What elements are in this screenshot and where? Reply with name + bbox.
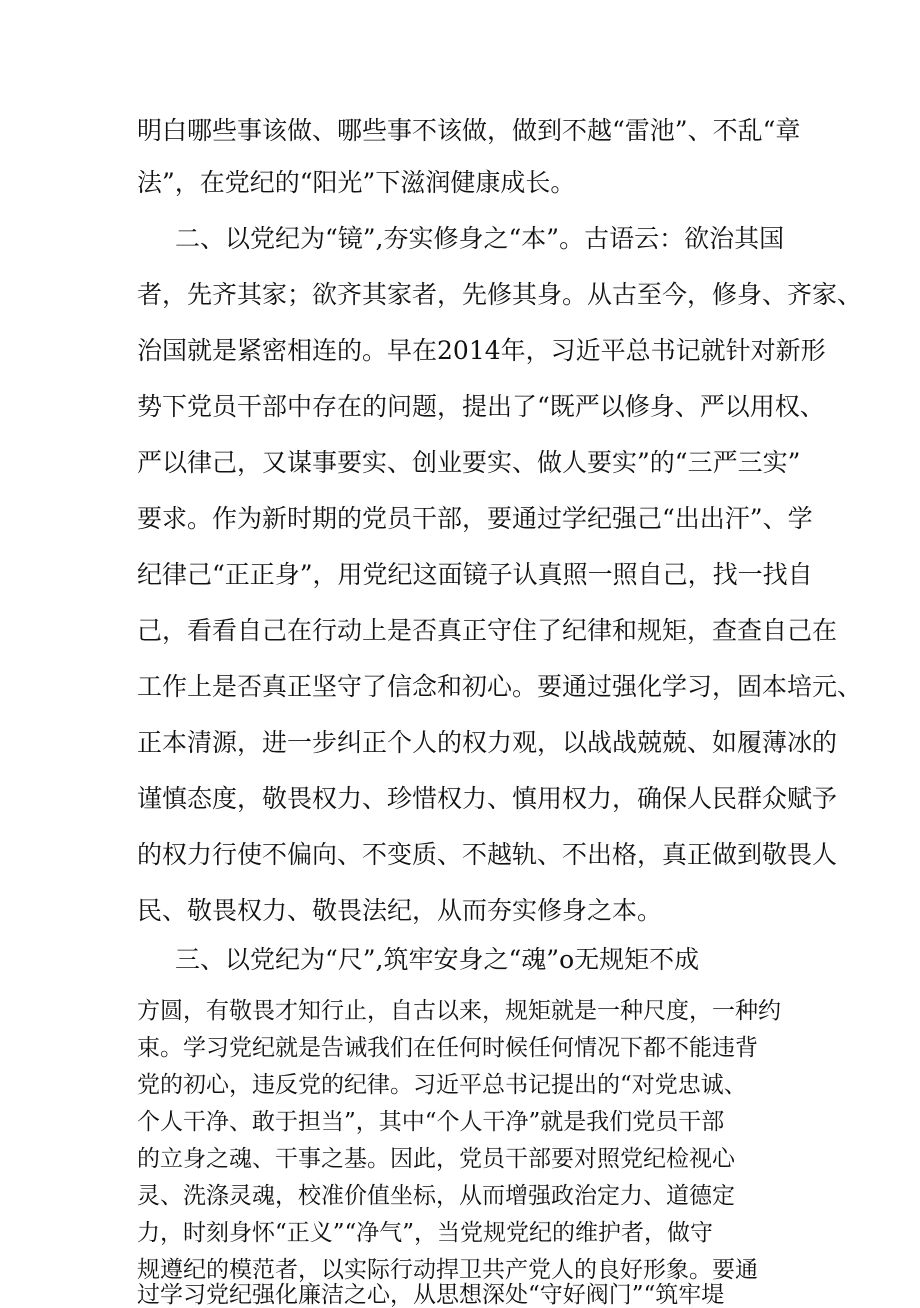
text-line-24: 规遵纪的模范者，以实际行动捍卫共产党人的良好形象。要通 <box>137 1257 758 1283</box>
text-line-23: 力，时刻身怀“正义”“净气”，当党规党纪的维护者，做守 <box>137 1220 714 1246</box>
text-line-6: 势下党员干部中存在的问题，提出了“既严以修身、严以用权、 <box>137 392 825 421</box>
text-line-10: 己，看看自己在行动上是否真正守住了纪律和规矩，查查自己在 <box>137 616 838 645</box>
text-line-18: 束。学习党纪就是告诫我们在任何时候任何情况下都不能违背 <box>137 1035 758 1061</box>
text-line-20: 个人干净、敢于担当”，其中“个人干净”就是我们党员干部 <box>137 1109 725 1135</box>
text-line-11: 工作上是否真正坚守了信念和初心。要通过强化学习，固本培元、 <box>137 672 863 701</box>
text-line-8: 要求。作为新时期的党员干部，要通过学纪强己“出出汗”、学 <box>137 504 813 533</box>
text-line-9: 纪律己“正正身”，用党纪这面镜子认真照一照自己，找一找自 <box>137 560 813 589</box>
text-line-13: 谨慎态度，敬畏权力、珍惜权力、慎用权力，确保人民群众赋予 <box>137 784 838 813</box>
text-line-3: 二、以党纪为“镜”,夯实修身之“本”。古语云：欲治其国 <box>175 224 785 253</box>
text-line-22: 灵、洗涤灵魂，校准价值坐标，从而增强政治定力、道德定 <box>137 1183 735 1209</box>
text-line-14: 的权力行使不偏向、不变质、不越轨、不出格，真正做到敬畏人 <box>137 840 838 869</box>
text-line-12: 正本清源，进一步纠正个人的权力观，以战战兢兢、如履薄冰的 <box>137 728 838 757</box>
text-line-19: 党的初心，违反党的纪律。习近平总书记提出的“对党忠诚、 <box>137 1072 747 1098</box>
text-line-17: 方圆，有敬畏才知行止，自古以来，规矩就是一种尺度，一种约 <box>137 998 781 1024</box>
text-line-15: 民、敬畏权力、敬畏法纪，从而夯实修身之本。 <box>137 896 663 925</box>
text-line-25: 过学习党纪强化廉洁之心，从思想深处“守好阀门”“筑牢堤 <box>137 1282 725 1308</box>
text-line-16: 三、以党纪为“尺”,筑牢安身之“魂”o无规矩不成 <box>175 945 700 974</box>
text-line-5: 治国就是紧密相连的。早在2014年，习近平总书记就针对新形 <box>137 336 826 365</box>
text-line-4: 者，先齐其家；欲齐其家者，先修其身。从古至今，修身、齐家、 <box>137 280 863 309</box>
text-line-2: 法”，在党纪的“阳光”下滋润健康成长。 <box>137 168 576 197</box>
text-line-7: 严以律己，又谋事要实、创业要实、做人要实”的“三严三实” <box>137 448 801 477</box>
text-line-1: 明白哪些事该做、哪些事不该做，做到不越“雷池”、不乱“章 <box>137 116 801 145</box>
text-line-21: 的立身之魂、干事之基。因此，党员干部要对照党纪检视心 <box>137 1146 735 1172</box>
